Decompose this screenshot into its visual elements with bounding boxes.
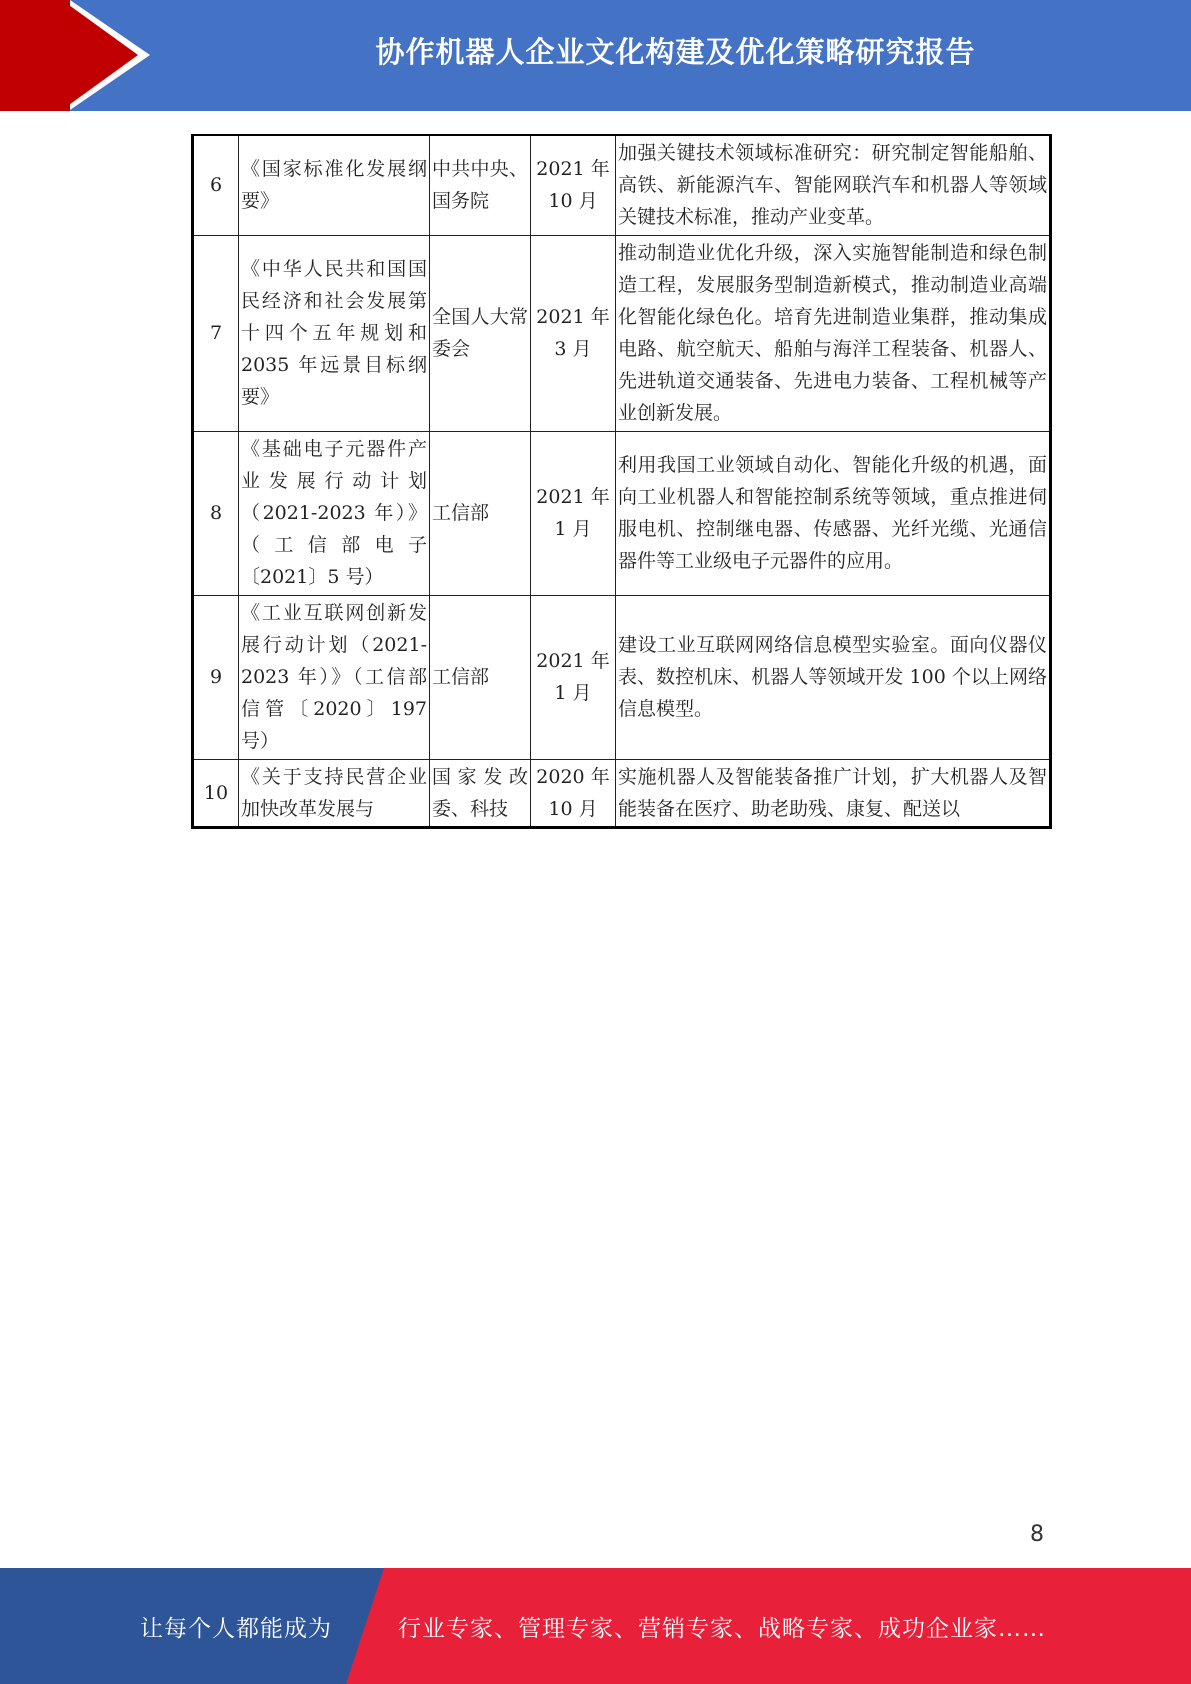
document-name: 《关于支持民营企业加快改革发展与 bbox=[241, 765, 427, 820]
policy-content: 推动制造业优化升级，深入实施智能制造和绿色制造工程，发展服务型制造新模式，推动制造业高端化智能化绿色化。培育先进制造业集群，推动集成电路、航空航天、船舶与海洋工程装备、机器人、先进轨道交通装备、先进电力装备、工程机械等产业创新发展。 bbox=[616, 235, 1051, 431]
document-name: 《国家标准化发展纲要》 bbox=[239, 135, 430, 235]
header-arrow-icon bbox=[62, 0, 138, 110]
row-number: 9 bbox=[193, 595, 239, 759]
issue-date: 2021 年 1 月 bbox=[531, 595, 616, 759]
issuer: 全国人大常委会 bbox=[430, 235, 531, 431]
row-number: 7 bbox=[193, 235, 239, 431]
document-name-cell bbox=[239, 759, 430, 827]
page-header bbox=[0, 0, 1191, 111]
policy-content-cell bbox=[616, 759, 1051, 827]
page-number: 8 bbox=[1030, 1522, 1044, 1547]
policy-content: 加强关键技术领域标准研究：研究制定智能船舶、高铁、新能源汽车、智能网联汽车和机器人等领域关键技术标准，推动产业变革。 bbox=[616, 135, 1051, 235]
issue-date: 2021 年 1 月 bbox=[531, 431, 616, 595]
row-number: 8 bbox=[193, 431, 239, 595]
row-number: 10 bbox=[193, 759, 239, 827]
issuer: 工信部 bbox=[430, 431, 531, 595]
issuer: 国家发改委、科技 bbox=[432, 765, 528, 820]
issuer: 工信部 bbox=[430, 595, 531, 759]
document-name: 《中华人民共和国国民经济和社会发展第十四个五年规划和 2035 年远景目标纲要》 bbox=[239, 235, 430, 431]
issuer-cell bbox=[430, 759, 531, 827]
table-row bbox=[193, 431, 1051, 595]
row-number: 6 bbox=[193, 135, 239, 235]
policy-content: 建设工业互联网网络信息模型实验室。面向仪器仪表、数控机床、机器人等领域开发 100 个以上网络信息模型。 bbox=[616, 595, 1051, 759]
policy-table bbox=[191, 134, 1052, 829]
footer-slogan-left: 让每个人都能成为 bbox=[140, 1616, 332, 1642]
issue-date: 2020 年 10 月 bbox=[531, 759, 616, 827]
policy-content: 利用我国工业领域自动化、智能化升级的机遇，面向工业机器人和智能控制系统等领域，重点推进伺服电机、控制继电器、传感器、光纤光缆、光通信器件等工业级电子元器件的应用。 bbox=[616, 431, 1051, 595]
table-row bbox=[193, 135, 1051, 235]
table-row bbox=[193, 235, 1051, 431]
report-title: 协作机器人企业文化构建及优化策略研究报告 bbox=[375, 35, 976, 69]
issue-date: 2021 年 10 月 bbox=[531, 135, 616, 235]
footer-slogan-right: 行业专家、管理专家、营销专家、战略专家、成功企业家…… bbox=[398, 1616, 1046, 1642]
table-row bbox=[193, 759, 1051, 827]
table-row bbox=[193, 595, 1051, 759]
issue-date: 2021 年 3 月 bbox=[531, 235, 616, 431]
header-red-block bbox=[0, 0, 70, 111]
policy-content: 实施机器人及智能装备推广计划，扩大机器人及智能装备在医疗、助老助残、康复、配送以 bbox=[618, 765, 1047, 820]
document-name: 《基础电子元器件产业发展行动计划（2021-2023 年）》（工信部电子〔2021〕5 号） bbox=[239, 431, 430, 595]
document-name: 《工业互联网创新发展行动计划（2021-2023 年）》（工信部信管〔2020〕197 号） bbox=[239, 595, 430, 759]
issuer: 中共中央、国务院 bbox=[430, 135, 531, 235]
